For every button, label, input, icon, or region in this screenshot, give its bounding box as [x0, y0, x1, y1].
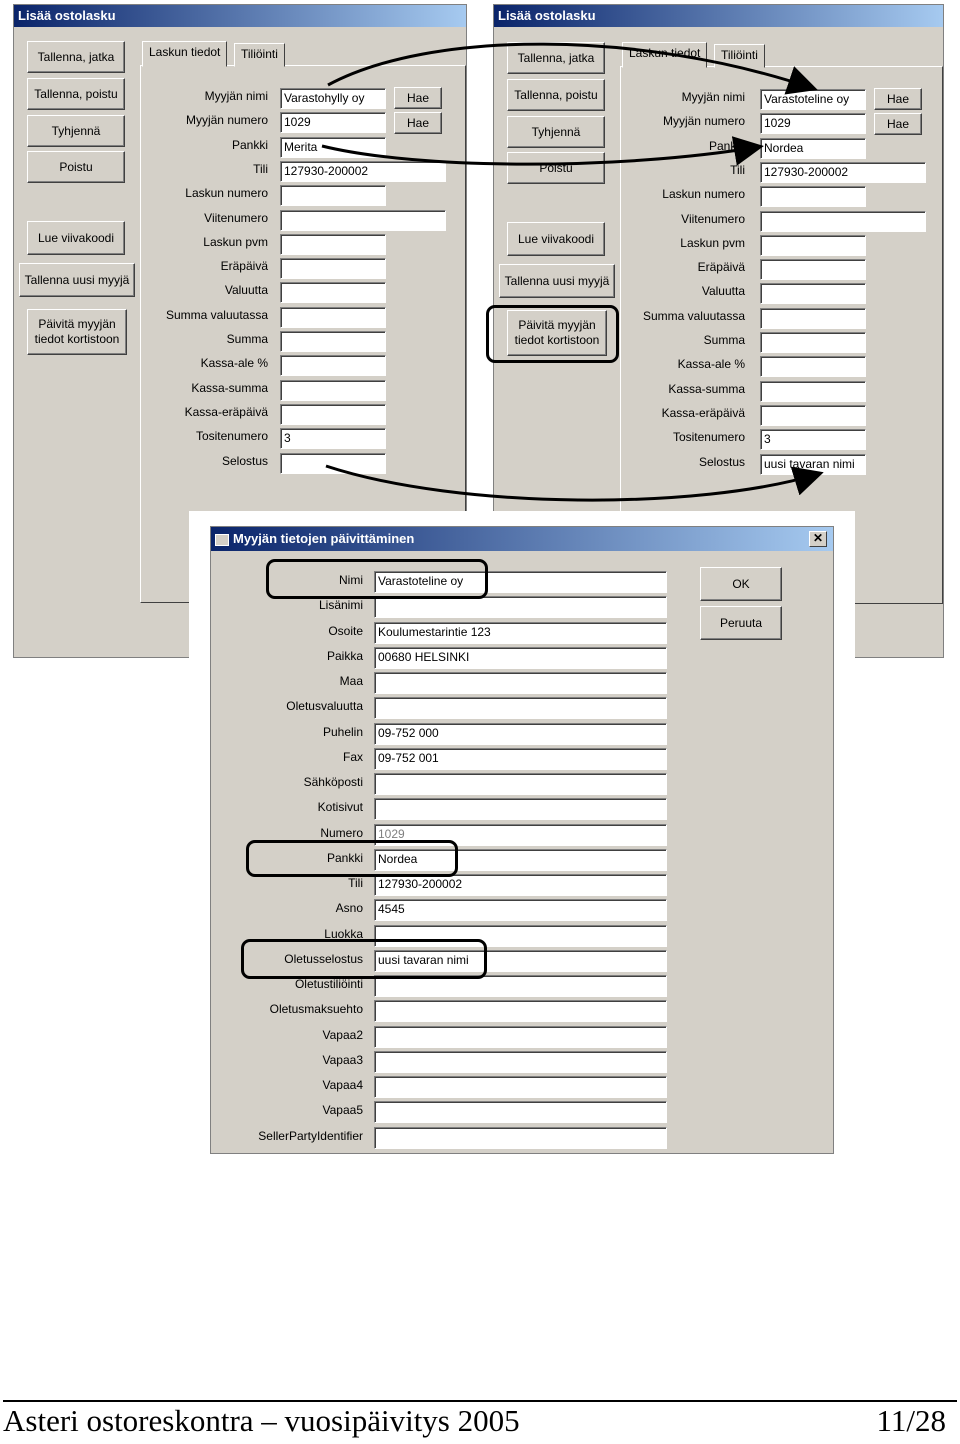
- field-selostus[interactable]: [280, 453, 386, 474]
- left-window-title: Lisää ostolasku: [14, 5, 466, 27]
- update-seller-button[interactable]: Päivitä myyjän tiedot kortistoon: [507, 310, 607, 356]
- label-laskun-numero: Laskun numero: [662, 187, 745, 202]
- label-tositenumero: Tositenumero: [195, 429, 268, 444]
- label-laskun-numero: Laskun numero: [185, 186, 268, 201]
- label-summa: Summa: [703, 333, 745, 347]
- field-maa[interactable]: [374, 672, 667, 694]
- label-viitenumero: Viitenumero: [681, 211, 745, 226]
- field-valuutta[interactable]: [760, 283, 866, 304]
- field-kassa-ale[interactable]: [760, 356, 866, 377]
- read-barcode-button[interactable]: Lue viivakoodi: [27, 221, 125, 255]
- field-vapaa2[interactable]: [374, 1026, 667, 1048]
- label-tositenumero: Tositenumero: [672, 430, 745, 445]
- document-title: Asteri ostoreskontra – vuosipäivitys 2005: [3, 1403, 520, 1438]
- label-kotisivut: Kotisivut: [317, 800, 363, 815]
- save-new-seller-button[interactable]: Tallenna uusi myyjä: [499, 264, 615, 298]
- tab-accounting[interactable]: Tiliöinti: [234, 43, 285, 67]
- label-valuutta: Valuutta: [224, 283, 268, 298]
- field-selostus[interactable]: uusi tavaran nimi: [760, 454, 866, 475]
- save-exit-button[interactable]: Tallenna, poistu: [27, 78, 125, 110]
- right-window-title: Lisää ostolasku: [494, 5, 943, 27]
- label-vapaa5: Vapaa5: [322, 1103, 363, 1118]
- field-summa[interactable]: [280, 331, 386, 352]
- label-erapaiva: Eräpäivä: [697, 260, 745, 275]
- field-myyjan-nimi[interactable]: Varastoteline oy: [760, 89, 866, 110]
- field-asno[interactable]: 4545: [374, 899, 667, 921]
- default-description-highlight: [241, 939, 487, 979]
- clear-button[interactable]: Tyhjennä: [507, 116, 605, 148]
- field-tili[interactable]: 127930-200002: [374, 874, 667, 896]
- label-luokka: Luokka: [324, 926, 363, 941]
- label-summa-valuutassa: Summa valuutassa: [642, 308, 745, 323]
- label-oletusvaluutta: Oletusvaluutta: [286, 699, 363, 714]
- label-kassa-erapaiva: Kassa-eräpäivä: [184, 404, 268, 419]
- label-myyjan-nimi: Myyjän nimi: [681, 90, 745, 104]
- bank-highlight: [246, 840, 458, 877]
- field-tili[interactable]: 127930-200002: [280, 161, 446, 182]
- field-numero: 1029: [374, 824, 667, 846]
- field-oletusvaluutta[interactable]: [374, 697, 667, 719]
- field-laskun-pvm[interactable]: [760, 235, 866, 256]
- label-summa: Summa: [226, 332, 268, 346]
- footer-rule: [3, 1400, 957, 1402]
- field-kassa-summa[interactable]: [760, 381, 866, 402]
- field-laskun-numero[interactable]: [760, 186, 866, 207]
- tab-invoice-details[interactable]: Laskun tiedot: [622, 42, 707, 68]
- exit-button[interactable]: Poistu: [507, 152, 605, 184]
- label-oletustiliointi: Oletustiliöinti: [294, 977, 363, 991]
- clear-button[interactable]: Tyhjennä: [27, 115, 125, 147]
- label-oletusmaksuehto: Oletusmaksuehto: [269, 1002, 363, 1017]
- label-selostus: Selostus: [221, 453, 268, 468]
- label-osoite: Osoite: [328, 623, 363, 638]
- field-pankki[interactable]: Merita: [280, 137, 386, 158]
- label-sellerpartyidentifier: SellerPartyIdentifier: [258, 1128, 363, 1143]
- field-kassa-ale[interactable]: [280, 355, 386, 376]
- label-kassa-ale: Kassa-ale %: [200, 356, 268, 371]
- update-seller-button[interactable]: Päivitä myyjän tiedot kortistoon: [27, 309, 127, 355]
- label-laskun-pvm: Laskun pvm: [203, 234, 268, 249]
- field-myyjan-numero[interactable]: 1029: [280, 112, 386, 133]
- search-seller-number-button[interactable]: Hae: [394, 112, 442, 134]
- label-tili: Tili: [253, 161, 268, 176]
- field-laskun-pvm[interactable]: [280, 234, 386, 255]
- field-oletusselostus[interactable]: uusi tavaran nimi: [374, 950, 667, 972]
- label-vapaa4: Vapaa4: [322, 1078, 363, 1092]
- name-highlight: [266, 559, 488, 599]
- search-seller-number-button[interactable]: Hae: [874, 113, 922, 135]
- exit-button[interactable]: Poistu: [27, 151, 125, 183]
- label-vapaa3: Vapaa3: [322, 1052, 363, 1067]
- field-puhelin[interactable]: 09-752 000: [374, 723, 667, 745]
- field-tositenumero[interactable]: 3: [280, 428, 386, 449]
- label-valuutta: Valuutta: [701, 284, 745, 299]
- field-summa-valuutassa[interactable]: [280, 307, 386, 328]
- search-seller-name-button[interactable]: Hae: [874, 88, 922, 110]
- label-kassa-summa: Kassa-summa: [668, 381, 745, 396]
- label-myyjan-numero: Myyjän numero: [662, 114, 745, 129]
- label-tili: Tili: [348, 876, 363, 890]
- label-viitenumero: Viitenumero: [204, 210, 268, 225]
- field-summa[interactable]: [760, 332, 866, 353]
- label-laskun-pvm: Laskun pvm: [680, 235, 745, 250]
- field-myyjan-numero[interactable]: 1029: [760, 113, 866, 134]
- field-tili[interactable]: 127930-200002: [760, 162, 926, 183]
- field-lisanimi[interactable]: [374, 596, 667, 618]
- field-tositenumero[interactable]: 3: [760, 429, 866, 450]
- field-sellerpartyidentifier[interactable]: [374, 1127, 667, 1149]
- field-vapaa3[interactable]: [374, 1051, 667, 1073]
- field-viitenumero[interactable]: [280, 210, 446, 231]
- tab-invoice-details[interactable]: Laskun tiedot: [142, 41, 227, 67]
- field-kassa-erapaiva[interactable]: [760, 405, 866, 426]
- label-fax: Fax: [342, 749, 363, 764]
- field-pankki[interactable]: Nordea: [760, 138, 866, 159]
- label-paikka: Paikka: [326, 648, 363, 663]
- field-vapaa4[interactable]: [374, 1076, 667, 1098]
- label-tili: Tili: [730, 162, 745, 177]
- field-valuutta[interactable]: [280, 282, 386, 303]
- label-myyjan-numero: Myyjän numero: [185, 113, 268, 128]
- field-summa-valuutassa[interactable]: [760, 308, 866, 329]
- save-exit-button[interactable]: Tallenna, poistu: [507, 79, 605, 111]
- label-asno: Asno: [335, 901, 363, 916]
- field-viitenumero[interactable]: [760, 211, 926, 232]
- save-continue-button[interactable]: Tallenna, jatka: [27, 41, 125, 73]
- label-maa: Maa: [339, 674, 363, 688]
- close-icon[interactable]: ✕: [809, 531, 827, 547]
- field-erapaiva[interactable]: [280, 258, 386, 279]
- field-oletusmaksuehto[interactable]: [374, 1000, 667, 1022]
- label-oletusselostus: Oletusselostus: [284, 951, 363, 966]
- label-pankki: Pankki: [326, 850, 363, 865]
- field-fax[interactable]: 09-752 001: [374, 748, 667, 770]
- field-nimi[interactable]: Varastoteline oy: [374, 571, 667, 593]
- ok-button[interactable]: OK: [700, 567, 782, 601]
- label-pankki: Pankki: [708, 138, 745, 153]
- save-continue-button[interactable]: Tallenna, jatka: [507, 42, 605, 74]
- field-kassa-erapaiva[interactable]: [280, 404, 386, 425]
- field-vapaa5[interactable]: [374, 1101, 667, 1123]
- field-myyjan-nimi[interactable]: Varastohylly oy: [280, 88, 386, 109]
- label-myyjan-nimi: Myyjän nimi: [204, 89, 268, 103]
- field-pankki[interactable]: Nordea: [374, 849, 667, 871]
- page-number: 11/28: [876, 1403, 946, 1438]
- read-barcode-button[interactable]: Lue viivakoodi: [507, 222, 605, 256]
- tab-accounting[interactable]: Tiliöinti: [714, 44, 765, 68]
- label-kassa-summa: Kassa-summa: [191, 380, 268, 395]
- label-kassa-ale: Kassa-ale %: [677, 357, 745, 372]
- label-kassa-erapaiva: Kassa-eräpäivä: [661, 405, 745, 420]
- save-new-seller-button[interactable]: Tallenna uusi myyjä: [19, 263, 135, 297]
- label-lisanimi: Lisänimi: [318, 598, 363, 613]
- update-button-highlight: [486, 305, 619, 363]
- field-erapaiva[interactable]: [760, 259, 866, 280]
- label-sahkoposti: Sähköposti: [303, 775, 363, 789]
- field-kassa-summa[interactable]: [280, 380, 386, 401]
- label-numero: Numero: [320, 825, 363, 840]
- search-seller-name-button[interactable]: Hae: [394, 87, 442, 109]
- field-kotisivut[interactable]: [374, 798, 667, 820]
- label-selostus: Selostus: [698, 454, 745, 469]
- label-summa-valuutassa: Summa valuutassa: [165, 307, 268, 322]
- field-osoite[interactable]: Koulumestarintie 123: [374, 622, 667, 644]
- label-pankki: Pankki: [231, 137, 268, 152]
- field-paikka[interactable]: 00680 HELSINKI: [374, 647, 667, 669]
- dialog-title-bar: [211, 527, 833, 551]
- field-laskun-numero[interactable]: [280, 185, 386, 206]
- dialog-title: Myyjän tietojen päivittäminen: [233, 531, 415, 546]
- label-vapaa2: Vapaa2: [322, 1027, 363, 1042]
- cancel-button[interactable]: Peruuta: [700, 606, 782, 640]
- window-icon: [215, 534, 229, 546]
- label-erapaiva: Eräpäivä: [220, 259, 268, 274]
- label-puhelin: Puhelin: [322, 724, 363, 739]
- label-nimi: Nimi: [339, 573, 363, 587]
- field-sahkoposti[interactable]: [374, 773, 667, 795]
